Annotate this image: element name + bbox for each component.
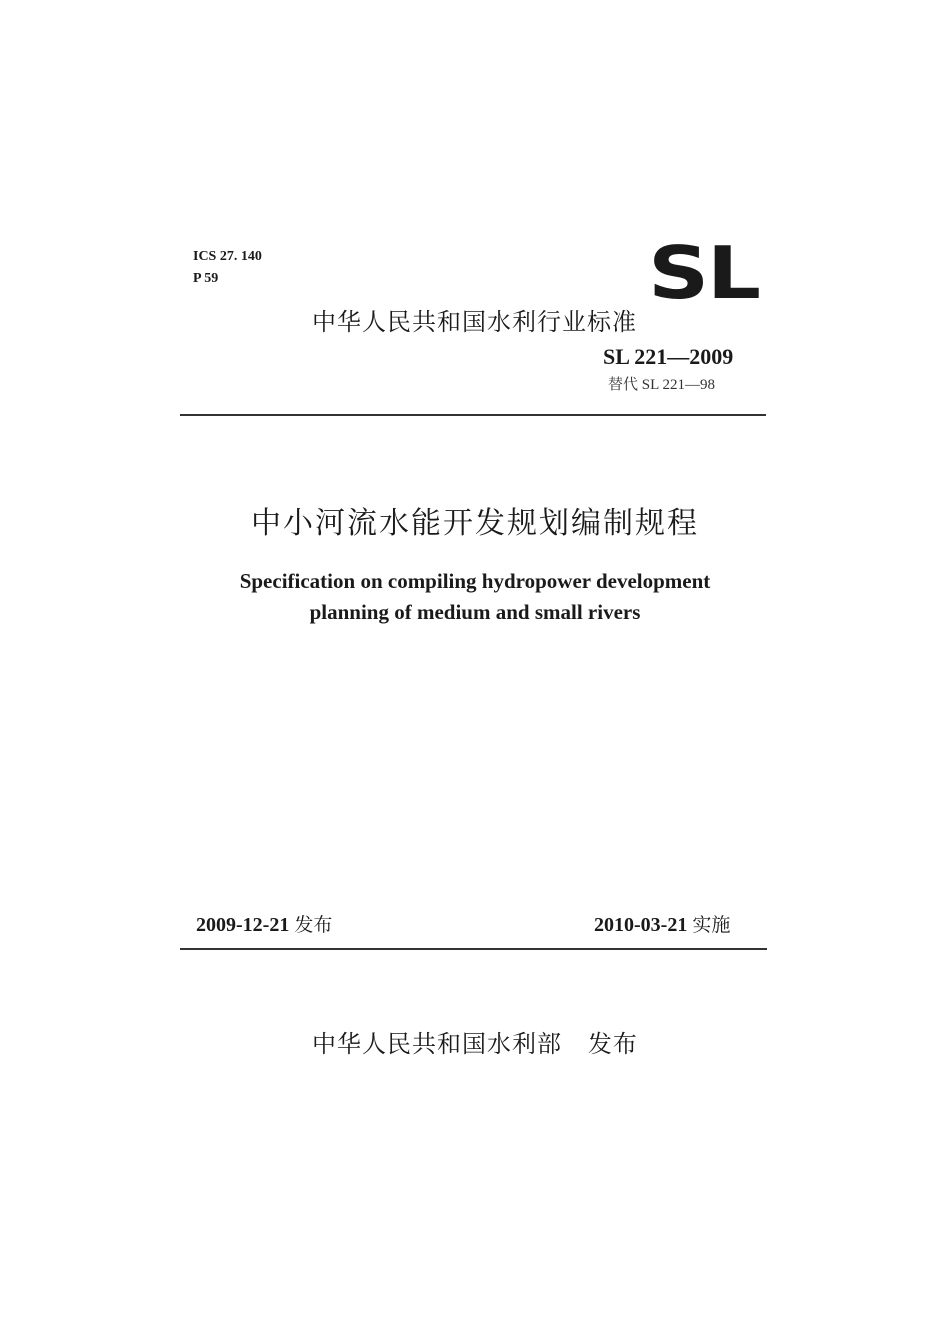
category-code: P 59 xyxy=(193,271,219,286)
document-title-chinese: 中小河流水能开发规划编制规程 xyxy=(251,506,699,541)
effective-date-block xyxy=(594,911,730,939)
replaces-note: 替代 SL 221—98 xyxy=(608,377,715,393)
standard-number: SL 221—2009 xyxy=(603,344,734,369)
sl-logo: SL xyxy=(648,231,759,315)
issue-date-block xyxy=(196,911,332,939)
classification-codes xyxy=(193,246,262,290)
publisher-line: 中华人民共和国水利部 发布 xyxy=(312,1030,638,1058)
english-title-line-1: Specification on compiling hydropower development xyxy=(239,569,711,593)
bottom-divider xyxy=(180,948,767,950)
document-title-english xyxy=(0,566,950,628)
english-title-line-2: planning of medium and small rivers xyxy=(309,600,641,624)
issue-date: 2009-12-21 xyxy=(196,914,290,936)
standard-type-heading: 中华人民共和国水利行业标准 xyxy=(312,308,637,336)
effective-date: 2010-03-21 xyxy=(594,914,688,936)
top-divider xyxy=(180,414,766,416)
issue-label: 发布 xyxy=(294,914,333,936)
ics-code: ICS 27. 140 xyxy=(193,249,262,264)
effective-label: 实施 xyxy=(692,914,731,936)
